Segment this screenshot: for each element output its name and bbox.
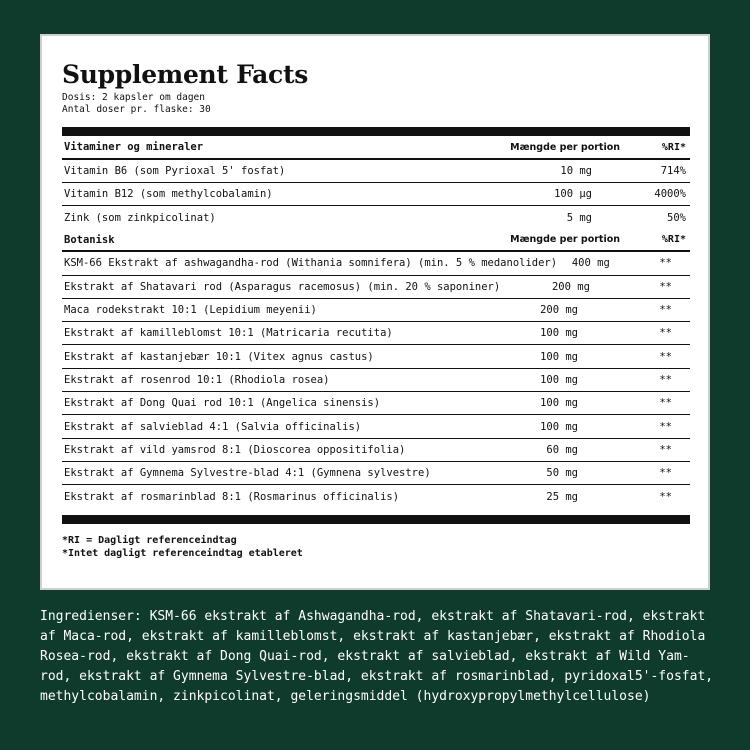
doses-per-bottle-text: Antal doser pr. flaske: 30 bbox=[62, 104, 211, 115]
footnote-ri: *RI = Dagligt referenceindtag bbox=[62, 534, 237, 546]
vitamin-ingredient: Vitamin B12 (som methylcobalamin) bbox=[64, 188, 273, 200]
vitamins-section bbox=[62, 136, 690, 229]
botanical-ingredient: Ekstrakt af kastanjebær 10:1 (Vitex agnus castus) bbox=[64, 350, 374, 363]
vitamin-ri: 4000% bbox=[654, 188, 686, 200]
vitamin-row bbox=[62, 160, 690, 183]
botanical-ri: ** bbox=[659, 304, 672, 317]
botanical-ingredient: Ekstrakt af rosmarinblad 8:1 (Rosmarinus officinalis) bbox=[64, 490, 400, 503]
botanical-ri: ** bbox=[659, 373, 672, 386]
botanical-row bbox=[62, 345, 690, 368]
botanical-ri: ** bbox=[659, 327, 672, 340]
botanical-ri: ** bbox=[659, 257, 672, 270]
footnote-none: *Intet dagligt referenceindtag etableret bbox=[62, 547, 303, 559]
botanical-amount: 100 mg bbox=[540, 420, 578, 433]
vitamin-ingredient: Zink (som zinkpicolinat) bbox=[64, 211, 216, 224]
divider-thick-bottom bbox=[62, 515, 690, 524]
vitamins-header-name: Vitaminer og mineraler bbox=[64, 141, 204, 153]
botanical-amount: 200 mg bbox=[540, 304, 578, 317]
botanical-row bbox=[62, 462, 690, 485]
botanical-ingredient: Ekstrakt af Gymnema Sylvestre-blad 4:1 (Gymnena sylvestre) bbox=[64, 467, 431, 480]
botanical-ingredient: Ekstrakt af salvieblad 4:1 (Salvia officinalis) bbox=[64, 420, 362, 433]
vitamin-amount: 5 mg bbox=[566, 211, 592, 224]
botanical-row bbox=[62, 252, 690, 275]
botanical-row bbox=[62, 322, 690, 345]
vitamins-header-row bbox=[62, 136, 690, 160]
botanical-ri: ** bbox=[659, 350, 672, 363]
botanical-amount: 100 mg bbox=[540, 350, 578, 363]
ingredients-text: Ingredienser: KSM-66 ekstrakt af Ashwagandha-rod, ekstrakt af Shatavari-rod, ekstrakt af Maca-rod, ekstrakt af kamilleblomst, ekstrakt af kastanjebær, ekstrakt af Rhodiola Rosea-rod, ekstrakt af Dong Quai-rod, ekstrakt af salvieblad, ekstrakt af Wild Yam-rod, ekstrakt af Gymnema Sylvestre-blad, ekstrakt af rosmarinblad, pyridoxal5'-fosfat, methylcobalamin, zinkpicolinat, geleringsmiddel (hydroxypropylmethylcellulose) bbox=[40, 609, 714, 704]
botanical-amount: 200 mg bbox=[551, 280, 590, 293]
supplement-facts-panel bbox=[40, 34, 710, 590]
botanical-amount: 400 mg bbox=[571, 257, 610, 270]
botanical-ingredient: Ekstrakt af kamilleblomst 10:1 (Matricaria recutita) bbox=[64, 327, 393, 340]
vitamin-row bbox=[62, 206, 690, 229]
botanical-ingredient: Ekstrakt af rosenrod 10:1 (Rhodiola rosea) bbox=[64, 373, 330, 386]
botanical-ri: ** bbox=[659, 467, 672, 480]
supplement-facts-content bbox=[62, 60, 690, 560]
panel-title: Supplement Facts bbox=[62, 60, 309, 89]
botanical-ingredient: KSM-66 Ekstrakt af ashwagandha-rod (Withania somnifera) (min. 5 % medanolider) bbox=[64, 257, 558, 270]
botanical-section bbox=[62, 229, 690, 509]
botanical-ri: ** bbox=[659, 443, 672, 456]
vitamin-ingredient: Vitamin B6 (som Pyrioxal 5' fosfat) bbox=[64, 165, 286, 177]
botanical-ingredient: Ekstrakt af vild yamsrod 8:1 (Dioscorea oppositifolia) bbox=[64, 443, 406, 456]
botanical-amount: 100 mg bbox=[540, 327, 578, 340]
botanical-header-name: Botanisk bbox=[64, 233, 115, 246]
vitamin-ri: 50% bbox=[667, 211, 686, 224]
botanical-amount: 60 mg bbox=[546, 443, 578, 456]
botanical-ri: ** bbox=[659, 490, 672, 503]
botanical-amount: 25 mg bbox=[546, 490, 578, 503]
botanical-row bbox=[62, 415, 690, 438]
divider-thick bbox=[62, 127, 690, 136]
footnotes bbox=[62, 534, 690, 560]
botanical-ri: ** bbox=[659, 397, 672, 410]
botanical-row bbox=[62, 392, 690, 415]
botanical-amount: 100 mg bbox=[540, 397, 578, 410]
vitamin-amount: 100 µg bbox=[554, 188, 592, 200]
botanical-ingredient: Ekstrakt af Shatavari rod (Asparagus racemosus) (min. 20 % saponiner) bbox=[64, 280, 501, 293]
botanical-ingredient: Maca rodekstrakt 10:1 (Lepidium meyenii) bbox=[64, 304, 317, 317]
vitamin-ri: 714% bbox=[660, 165, 686, 177]
botanical-ri: ** bbox=[659, 420, 672, 433]
botanical-header-row bbox=[62, 229, 690, 252]
botanical-row bbox=[62, 299, 690, 322]
botanical-row bbox=[62, 276, 690, 299]
vitamin-amount: 10 mg bbox=[560, 165, 592, 177]
dose-text: Dosis: 2 kapsler om dagen bbox=[62, 92, 205, 103]
botanical-row bbox=[62, 439, 690, 462]
vitamin-row bbox=[62, 183, 690, 206]
botanical-row bbox=[62, 485, 690, 508]
vitamins-header-amount: Mængde per portion bbox=[510, 141, 620, 153]
botanical-header-amount: Mængde per portion bbox=[510, 234, 620, 246]
botanical-amount: 50 mg bbox=[546, 467, 578, 480]
vitamins-header-ri: %RI* bbox=[661, 141, 686, 153]
botanical-row bbox=[62, 369, 690, 392]
botanical-amount: 100 mg bbox=[540, 373, 578, 386]
botanical-header-ri: %RI* bbox=[661, 234, 686, 246]
botanical-ingredient: Ekstrakt af Dong Quai rod 10:1 (Angelica sinensis) bbox=[64, 397, 381, 410]
botanical-ri: ** bbox=[659, 280, 672, 293]
